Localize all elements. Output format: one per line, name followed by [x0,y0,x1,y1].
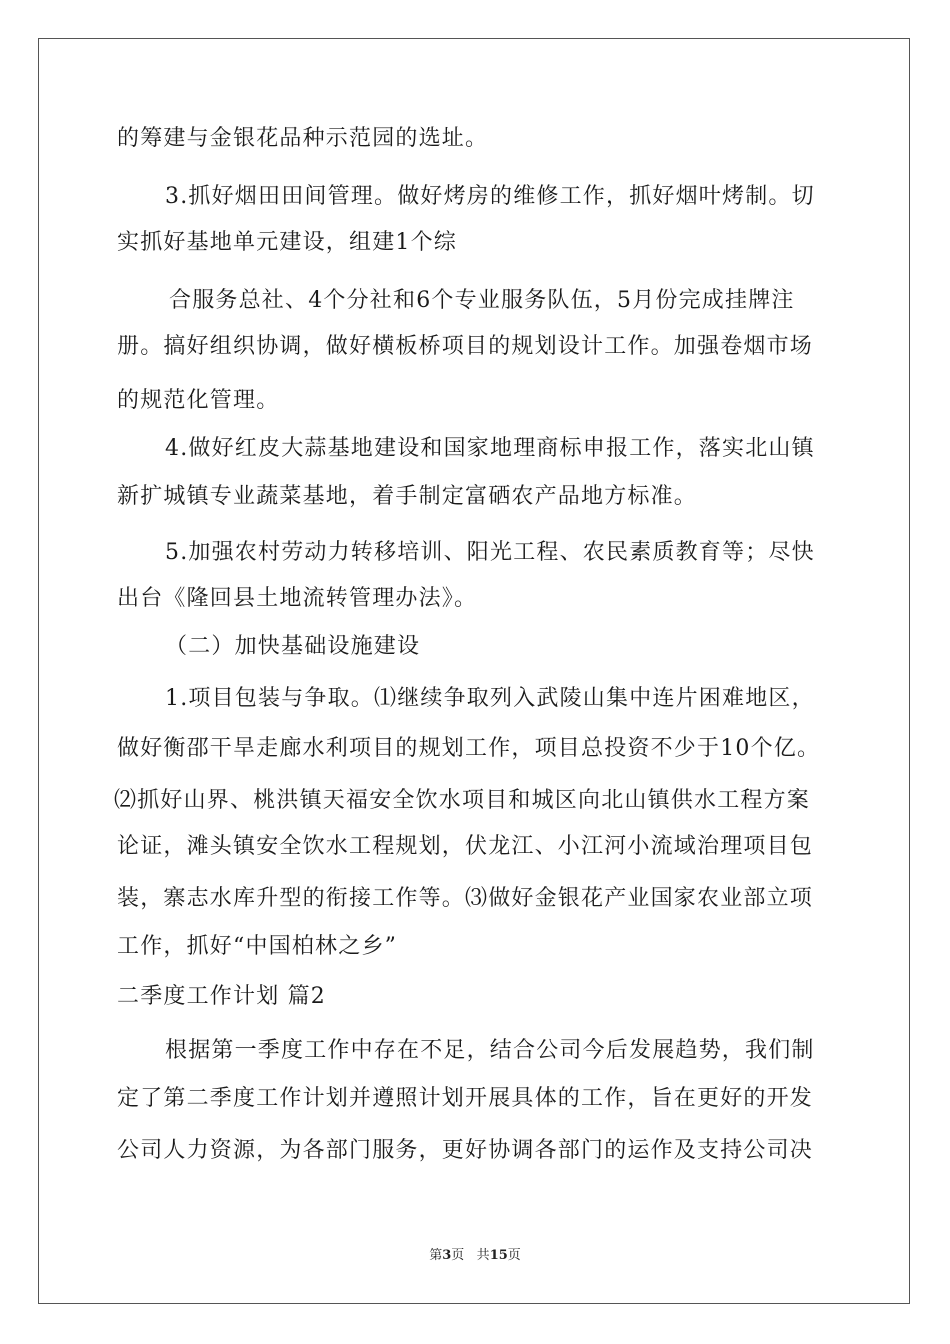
text-line: 论证，滩头镇安全饮水工程规划，伏龙江、小江河小流域治理项目包 [117,834,814,859]
page-footer [0,1247,950,1265]
page-prefix: 第 [429,1248,443,1263]
page-total: 15 [489,1248,508,1263]
article-heading: 二季度工作计划 篇2 [117,984,326,1009]
text-line: 4.做好红皮大蒜基地建设和国家地理商标申报工作，落实北山镇 [165,436,815,461]
text-line: 的筹建与金银花品种示范园的选址。 [117,126,489,151]
text-line: 做好衡邵干旱走廊水利项目的规划工作，项目总投资不少于10个亿。 [117,736,821,761]
text-line: 5.加强农村劳动力转移培训、阳光工程、农民素质教育等；尽快 [165,540,815,565]
section-heading: （二）加快基础设施建设 [165,634,421,659]
text-line: 实抓好基地单元建设，组建1个综 [117,230,457,255]
text-line: 合服务总社、4个分社和6个专业服务队伍，5月份完成挂牌注 [169,288,795,313]
text-line: 公司人力资源，为各部门服务，更好协调各部门的运作及支持公司决 [117,1138,814,1163]
text-line: ⑵抓好山界、桃洪镇天福安全饮水项目和城区向北山镇供水工程方案 [114,788,811,813]
page-current: 3 [442,1248,452,1263]
total-unit: 页 [507,1248,521,1263]
text-line: 定了第二季度工作计划并遵照计划开展具体的工作，旨在更好的开发 [117,1086,814,1111]
total-prefix: 共 [476,1248,490,1263]
text-line: 1.项目包装与争取。⑴继续争取列入武陵山集中连片困难地区， [165,686,815,711]
text-line: 工作，抓好“中国柏林之乡” [117,934,398,959]
text-line: 册。搞好组织协调，做好横板桥项目的规划设计工作。加强卷烟市场 [117,334,814,359]
text-line: 的规范化管理。 [117,388,280,413]
text-line: 出台《隆回县土地流转管理办法》。 [117,586,478,611]
text-line: 根据第一季度工作中存在不足，结合公司今后发展趋势，我们制 [165,1038,815,1063]
text-line: 3.抓好烟田田间管理。做好烤房的维修工作，抓好烟叶烤制。切 [165,184,815,209]
text-line: 新扩城镇专业蔬菜基地，着手制定富硒农产品地方标准。 [117,484,698,509]
text-line: 装，寨志水库升型的衔接工作等。⑶做好金银花产业国家农业部立项 [117,886,814,911]
page-unit: 页 [451,1248,465,1263]
